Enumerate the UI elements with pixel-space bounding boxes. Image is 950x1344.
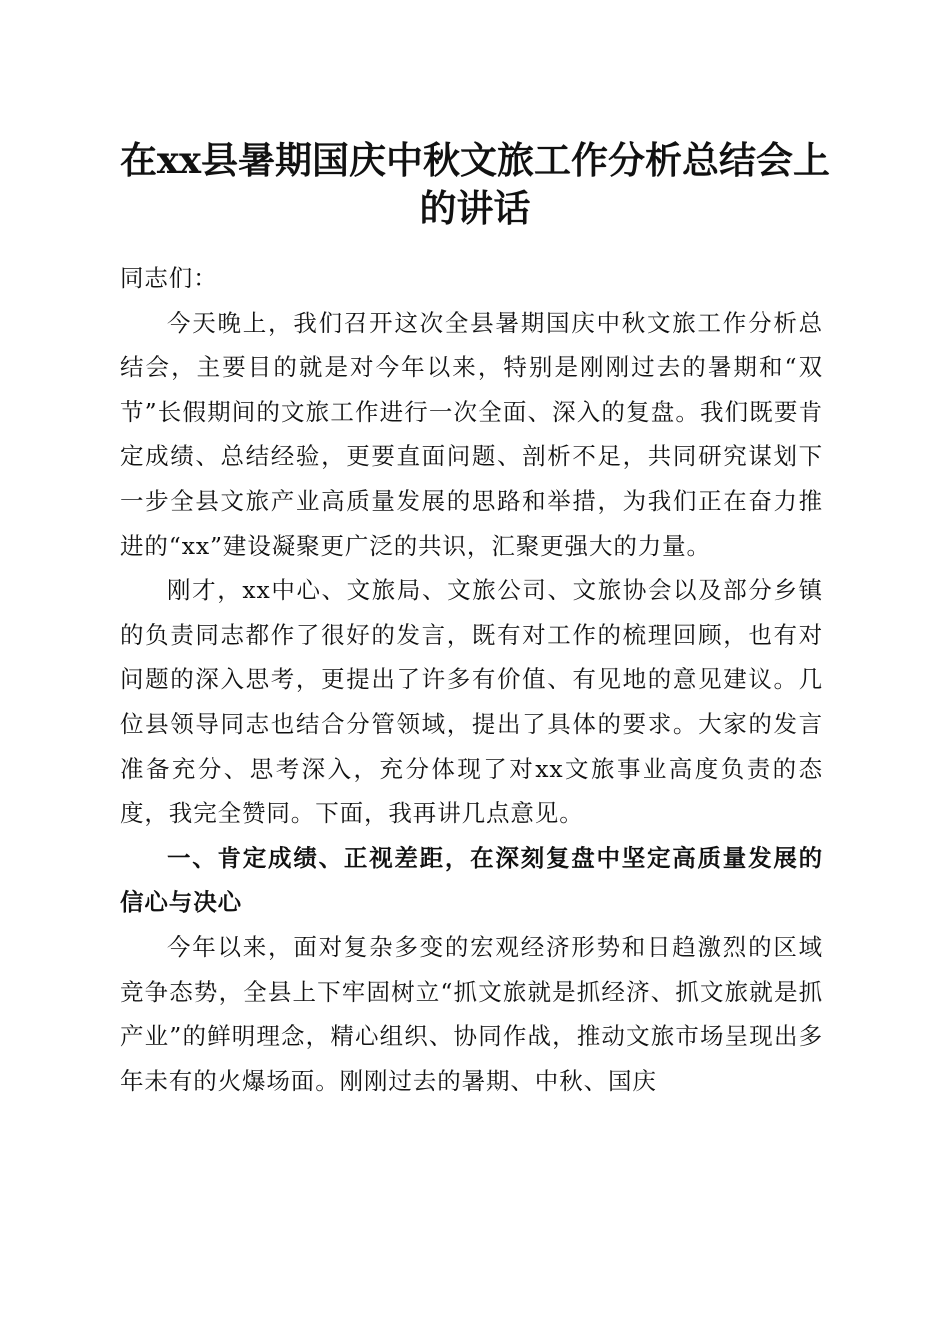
paragraph-speeches: 刚才，xx中心、文旅局、文旅公司、文旅协会以及部分乡镇的负责同志都作了很好的发言，既有对工作的梳理回顾，也有对问题的深入思考，更提出了许多有价值、有见地的意见建议。几位县领导同志也结合分管领域，提出了具体的要求。大家的发言准备充分、思考深入，充分体现了对xx文旅事业高度负责的态度，我完全赞同。下面，我再讲几点意见。 (120, 576, 823, 828)
document-body (120, 256, 823, 1103)
paragraph-opening: 今天晚上，我们召开这次全县暑期国庆中秋文旅工作分析总结会，主要目的就是对今年以来，特别是刚刚过去的暑期和“双节”长假期间的文旅工作进行一次全面、深入的复盘。我们既要肯定成绩、总结经验，更要直面问题、剖析不足，共同研究谋划下一步全县文旅产业高质量发展的思路和举措，为我们正在奋力推进的“xx”建设凝聚更广泛的共识，汇聚更强大的力量。 (120, 308, 823, 560)
section-heading-1: 一、肯定成绩、正视差距，在深刻复盘中坚定高质量发展的信心与决心 (120, 843, 823, 917)
paragraph-section-1: 今年以来，面对复杂多变的宏观经济形势和日趋激烈的区域竞争态势，全县上下牢固树立“抓文旅就是抓经济、抓文旅就是抓产业”的鲜明理念，精心组织、协同作战，推动文旅市场呈现出多年未有的火爆场面。刚刚过去的暑期、中秋、国庆 (120, 932, 823, 1095)
title-line-1: 在xx县暑期国庆中秋文旅工作分析总结会上 (119, 138, 831, 182)
document-title (100, 136, 850, 232)
salutation: 同志们： (120, 264, 218, 292)
title-line-2: 的讲话 (419, 186, 531, 230)
